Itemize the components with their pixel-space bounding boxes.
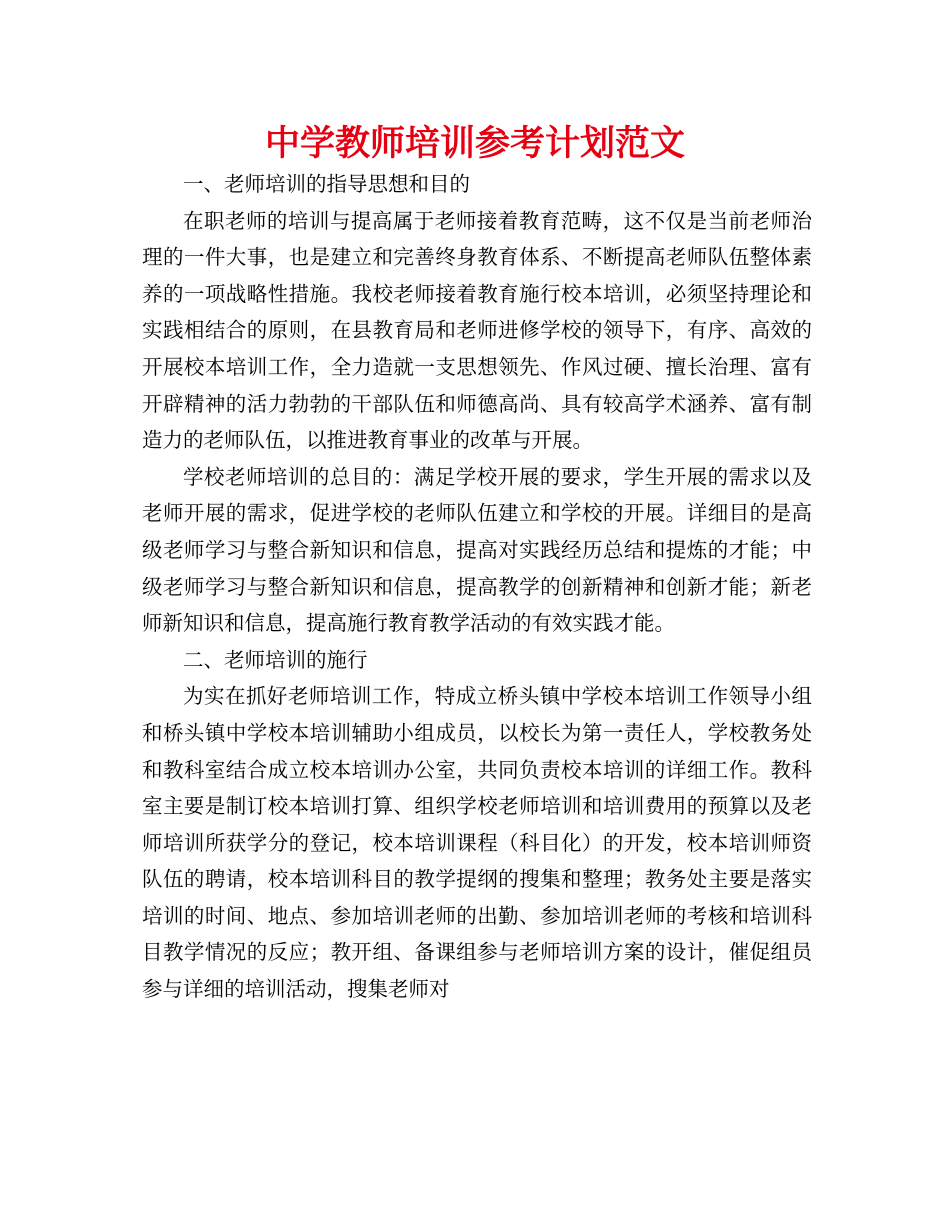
section-heading-1: 一、老师培训的指导思想和目的 [183, 172, 470, 196]
document-title: 中学教师培训参考计划范文 [264, 124, 685, 164]
paragraph: 学校老师培训的总目的：满足学校开展的要求，学生开展的需求以及老师开展的需求，促进学校的老师队伍建立和学校的开展。详细目的是高级老师学习与整合新知识和信息，提高对实践经历总结和提炼的才能；中级老师学习与整合新知识和信息，提高教学的创新精神和创新才能；新老师新知识和信息，提高施行教育教学活动的有效实践才能。 [142, 464, 812, 636]
section-heading-2: 二、老师培训的施行 [183, 647, 368, 672]
paragraph: 在职老师的培训与提高属于老师接着教育范畴，这不仅是当前老师治理的一件大事，也是建立和完善终身教育体系、不断提高老师队伍整体素养的一项战略性措施。我校老师接着教育施行校本培训，必须坚持理论和实践相结合的原则，在县教育局和老师进修学校的领导下，有序、高效的开展校本培训工作，全力造就一支思想领先、作风过硬、擅长治理、富有开辟精神的活力勃勃的干部队伍和师德高尚、具有较高学术涵养、富有制造力的老师队伍，以推进教育事业的改革与开展。 [142, 208, 812, 453]
document-body [142, 166, 812, 1008]
paragraph: 为实在抓好老师培训工作，特成立桥头镇中学校本培训工作领导小组和桥头镇中学校本培训辅助小组成员，以校长为第一责任人，学校教务处和教科室结合成立校本培训办公室，共同负责校本培训的详细工作。教科室主要是制订校本培训打算、组织学校老师培训和培训费用的预算以及老师培训所获学分的登记，校本培训课程（科目化）的开发，校本培训师资队伍的聘请，校本培训科目的教学提纲的搜集和整理；教务处主要是落实培训的时间、地点、参加培训老师的出勤、参加培训老师的考核和培训科目教学情况的反应；教开组、备课组参与老师培训方案的设计，催促组员参与详细的培训活动，搜集老师对 [142, 684, 812, 1002]
